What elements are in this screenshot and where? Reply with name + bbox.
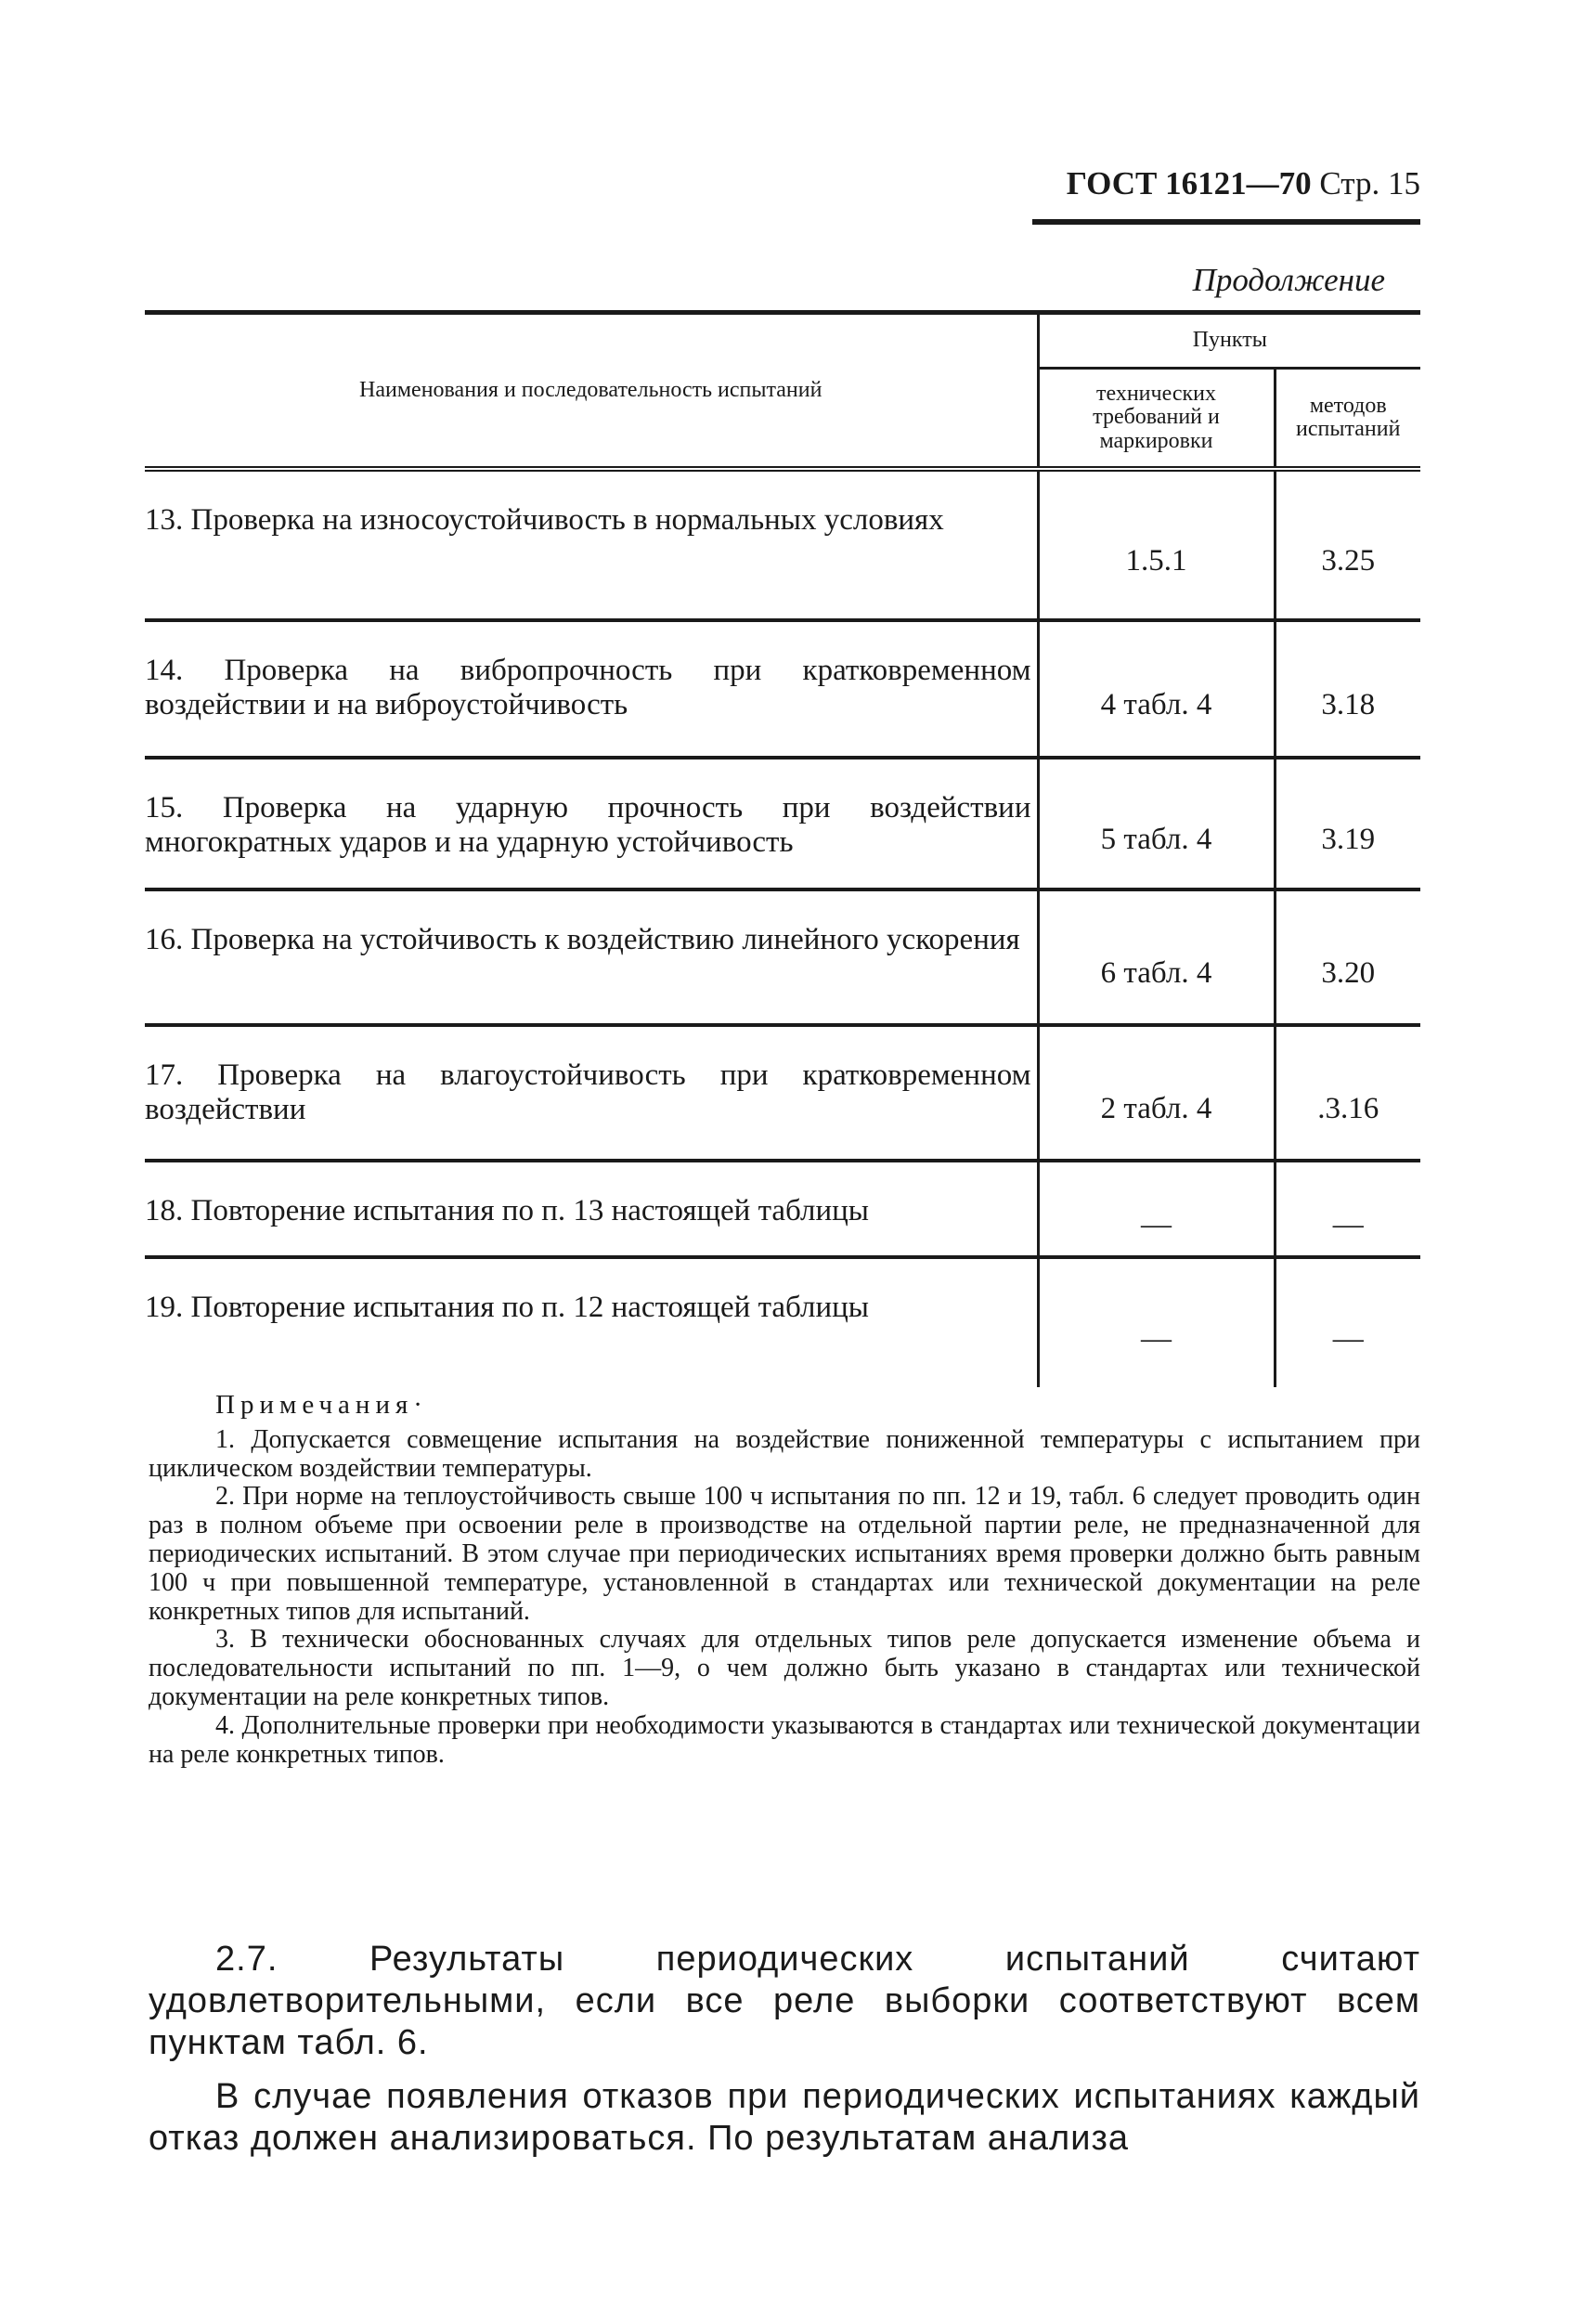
paragraph-2-7: 2.7. Результаты периодических испытаний считают удовлетворительными, если все реле выборки соответствуют всем пунктам табл. 6. [149, 1940, 1420, 2062]
table-row [145, 1161, 1420, 1257]
tech-clause: 2 табл. 4 [1038, 1025, 1275, 1161]
test-name: 13. Проверка на износоустойчивость в нормальных условиях [145, 469, 1038, 620]
page-number: Стр. 15 [1319, 165, 1420, 201]
test-name: 16. Проверка на устойчивость к воздействию линейного ускорения [145, 889, 1038, 1025]
note-item: 3. В технически обоснованных случаях для отдельных типов реле допускается изменение объема и последовательности испытаний по пп. 1—9, о чем должно быть указано в стандартах или технической документации на реле конкретных типов. [149, 1625, 1420, 1712]
paragraph-failures: В случае появления отказов при периодических испытаниях каждый отказ должен анализироваться. По результатам анализа [149, 2077, 1420, 2159]
table-row [145, 1257, 1420, 1387]
table-row [145, 469, 1420, 620]
tech-clause: 4 табл. 4 [1038, 620, 1275, 758]
column-header-name: Наименования и последовательность испытаний [359, 377, 822, 402]
column-header-tech: технических требований и маркировки [1038, 369, 1275, 467]
test-name: 15. Проверка на ударную прочность при воздействии многократных ударов и на ударную устойчивость [145, 758, 1038, 889]
tech-clause: — [1038, 1257, 1275, 1387]
column-group-header: Пункты [1038, 313, 1420, 369]
method-clause: 3.25 [1275, 469, 1420, 620]
test-name: 17. Проверка на влагоустойчивость при кратковременном воздействии [145, 1025, 1038, 1161]
notes-section [149, 1391, 1420, 1769]
tech-clause: 5 табл. 4 [1038, 758, 1275, 889]
tech-clause: 1.5.1 [1038, 469, 1275, 620]
tech-clause: — [1038, 1161, 1275, 1257]
column-header-method: методов испытаний [1275, 369, 1420, 467]
table-row [145, 1025, 1420, 1161]
method-clause: .3.16 [1275, 1025, 1420, 1161]
test-name: 18. Повторение испытания по п. 13 настоящей таблицы [145, 1161, 1038, 1257]
table-row [145, 889, 1420, 1025]
method-clause: 3.19 [1275, 758, 1420, 889]
table-row [145, 620, 1420, 758]
continuation-label: Продолжение [1192, 262, 1385, 298]
note-item: 2. При норме на теплоустойчивость свыше 100 ч испытания по пп. 12 и 19, табл. 6 следует проводить один раз в полном объеме при освоении реле в производстве на отдельной партии реле, не предназначенной для периодических испытаний. В этом случае при периодических испытаниях время проверки должно быть равным 100 ч при повышенной температуре, установленной в стандартах или технической документации на реле конкретных типов для испытаний. [149, 1482, 1420, 1626]
test-name: 14. Проверка на вибропрочность при кратковременном воздействии и на виброустойчивость [145, 620, 1038, 758]
tech-clause: 6 табл. 4 [1038, 889, 1275, 1025]
standard-number: ГОСТ 16121—70 [1066, 165, 1312, 201]
note-item: 4. Дополнительные проверки при необходимости указываются в стандартах или технической документации на реле конкретных типов. [149, 1710, 1420, 1769]
notes-title: Примечания· [215, 1390, 428, 1420]
page-header [1032, 165, 1420, 225]
test-name: 19. Повторение испытания по п. 12 настоящей таблицы [145, 1291, 869, 1324]
note-item: 1. Допускается совмещение испытания на воздействие пониженной температуры с испытанием при циклическом воздействии температуры. [149, 1424, 1420, 1483]
body-text [149, 1939, 1420, 2173]
method-clause: 3.18 [1275, 620, 1420, 758]
method-clause: — [1275, 1161, 1420, 1257]
method-clause: — [1275, 1257, 1420, 1387]
table-row [145, 758, 1420, 889]
method-clause: 3.20 [1275, 889, 1420, 1025]
tests-table [145, 310, 1420, 1387]
